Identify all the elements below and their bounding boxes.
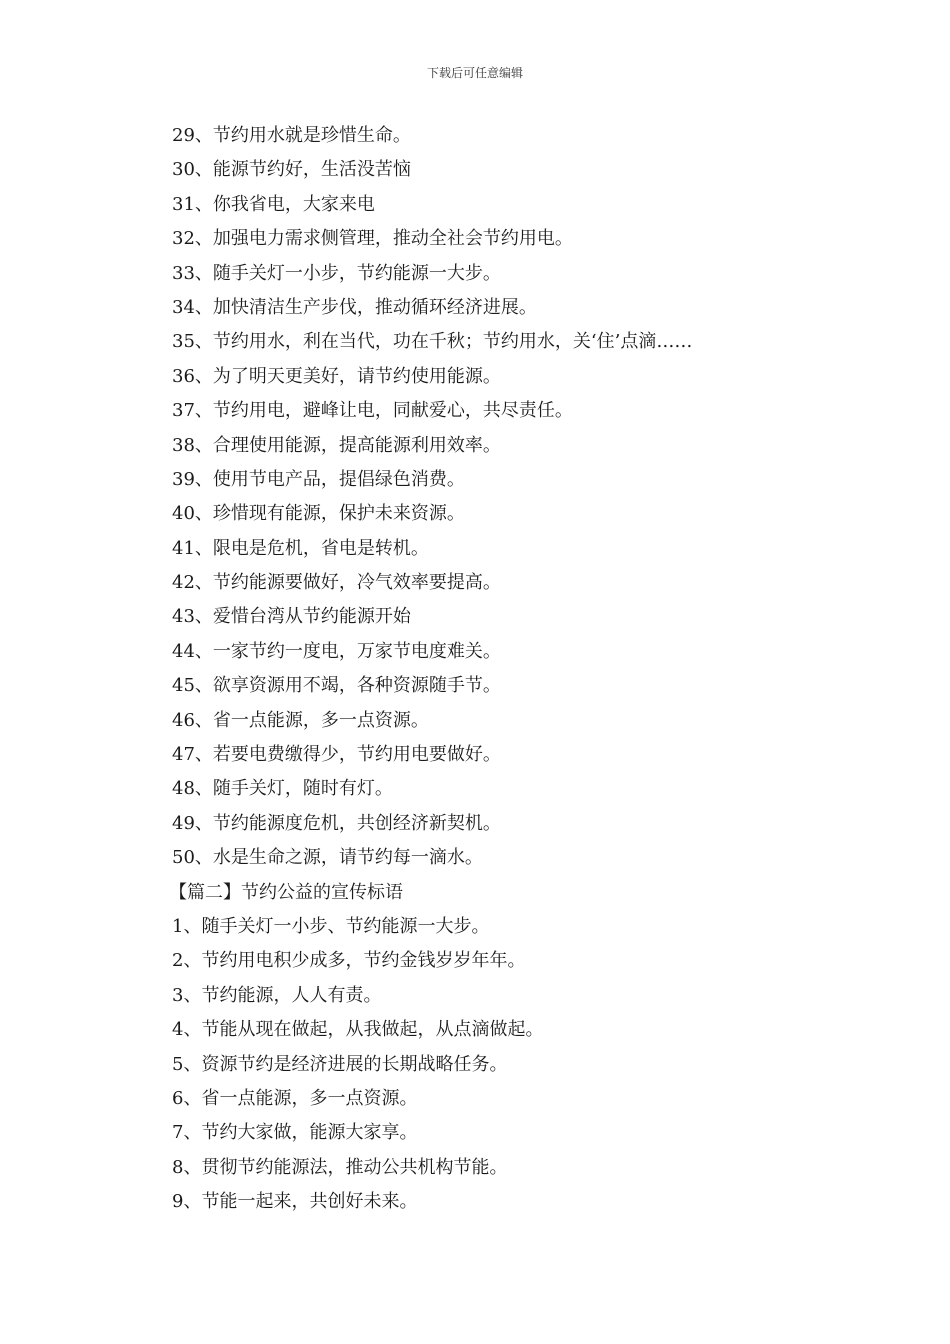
list-item: 5、资源节约是经济进展的长期战略任务。 xyxy=(172,1053,508,1075)
list-item: 43、爱惜台湾从节约能源开始 xyxy=(172,606,411,628)
list-item: 3、节约能源，人人有责。 xyxy=(172,984,382,1006)
list-item: 4、节能从现在做起，从我做起，从点滴做起。 xyxy=(172,1019,544,1041)
list-item: 2、节约用电积少成多，节约金钱岁岁年年。 xyxy=(172,950,526,972)
list-item: 38、合理使用能源，提高能源利用效率。 xyxy=(172,434,501,456)
list-item: 41、限电是危机，省电是转机。 xyxy=(172,537,429,559)
list-item: 33、随手关灯一小步，节约能源一大步。 xyxy=(172,262,501,284)
list-item: 8、贯彻节约能源法，推动公共机构节能。 xyxy=(172,1156,508,1178)
section-title: 【篇二】节约公益的宣传标语 xyxy=(169,881,403,903)
list-item: 45、欲享资源用不竭，各种资源随手节。 xyxy=(172,675,501,697)
list-item: 9、节能一起来，共创好未来。 xyxy=(172,1191,418,1213)
list-item: 44、一家节约一度电，万家节电度难关。 xyxy=(172,640,501,662)
list-item: 47、若要电费缴得少，节约用电要做好。 xyxy=(172,744,501,766)
list-item: 36、为了明天更美好，请节约使用能源。 xyxy=(172,365,501,387)
list-item: 32、加强电力需求侧管理，推动全社会节约用电。 xyxy=(172,228,573,250)
list-item: 6、省一点能源，多一点资源。 xyxy=(172,1087,418,1109)
list-item: 1、随手关灯一小步、节约能源一大步。 xyxy=(172,915,490,937)
list-item: 46、省一点能源，多一点资源。 xyxy=(172,709,429,731)
document-body xyxy=(169,119,892,1220)
list-item: 48、随手关灯，随时有灯。 xyxy=(172,778,393,800)
list-item: 7、节约大家做，能源大家享。 xyxy=(172,1122,418,1144)
list-item: 34、加快清洁生产步伐，推动循环经济进展。 xyxy=(172,296,537,318)
list-item: 37、节约用电，避峰让电，同献爱心，共尽责任。 xyxy=(172,400,573,422)
list-item: 35、节约用水，利在当代，功在千秋；节约用水，关‘住’点滴…… xyxy=(172,331,693,353)
list-item: 39、使用节电产品，提倡绿色消费。 xyxy=(172,468,465,490)
list-item: 42、节约能源要做好，冷气效率要提高。 xyxy=(172,572,501,594)
list-item: 29、节约用水就是珍惜生命。 xyxy=(172,125,411,146)
list-item: 30、能源节约好，生活没苦恼 xyxy=(172,159,411,181)
list-item: 50、水是生命之源，请节约每一滴水。 xyxy=(172,847,483,869)
list-item: 49、节约能源度危机，共创经济新契机。 xyxy=(172,812,501,834)
list-item: 31、你我省电，大家来电 xyxy=(172,193,375,215)
list-item: 40、珍惜现有能源，保护未来资源。 xyxy=(172,503,465,525)
page-header: 下载后可任意编辑 xyxy=(426,66,523,80)
